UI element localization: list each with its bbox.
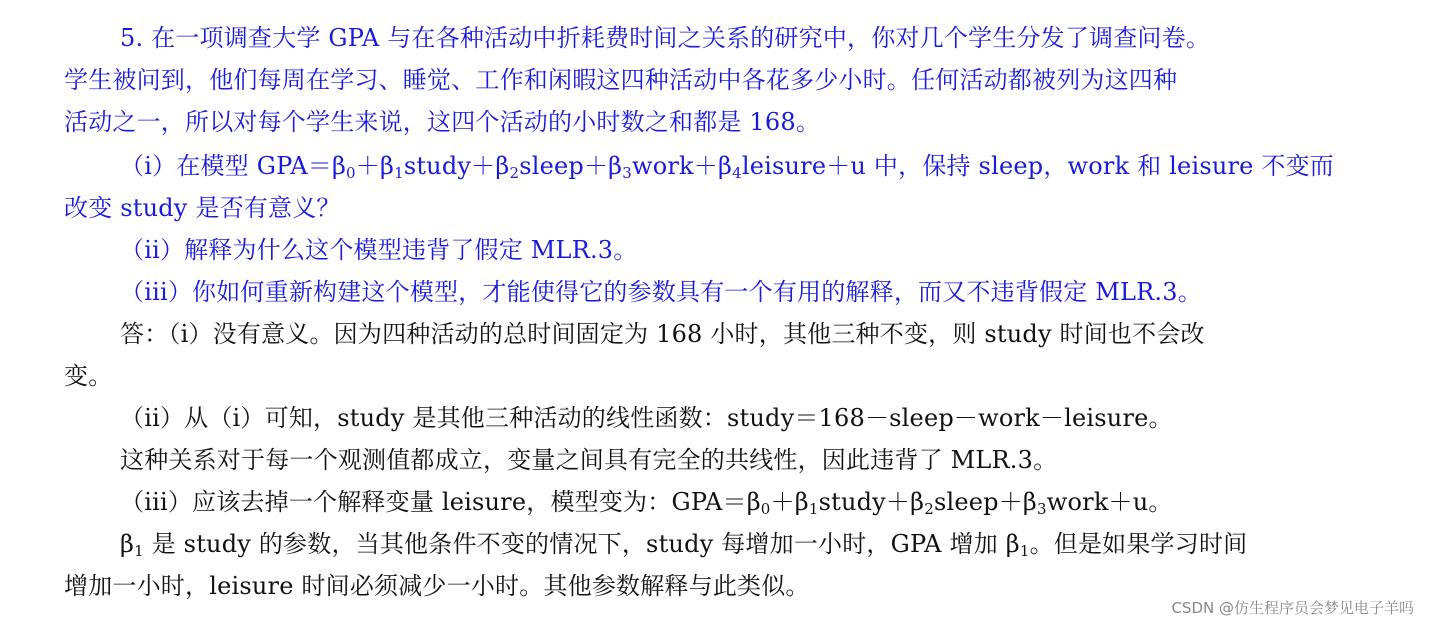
beta-subscript: 1: [1019, 542, 1030, 560]
question-part-2: （ii）解释为什么这个模型违背了假定 MLR.3。: [120, 236, 638, 264]
answer-part-1-line-1: 答：（i）没有意义。因为四种活动的总时间固定为 168 小时，其他三种不变，则 study 时间也不会改: [120, 320, 1205, 348]
answer3-text: work＋u。: [1046, 488, 1173, 516]
answer3-text: study＋β: [818, 488, 925, 516]
beta-subscript: 0: [760, 500, 771, 518]
answer3-text: sleep＋β: [933, 488, 1037, 516]
answer-part-2-line-1: （ii）从（i）可知，study 是其他三种活动的线性函数：study＝168－sleep－work－leisure。: [120, 404, 1173, 432]
answer-part-4-line-2: 增加一小时，leisure 时间必须减少一小时。其他参数解释与此类似。: [64, 572, 810, 600]
beta-subscript: 1: [134, 542, 144, 560]
part1-text: leisure＋u 中，保持 sleep，work 和 leisure 不变而: [741, 152, 1335, 180]
beta-subscript: 2: [509, 164, 520, 182]
answer4-text: 是 study 的参数，当其他条件不变的情况下，study 每增加一小时，GPA 增加 β: [143, 530, 1020, 558]
beta-subscript: 0: [346, 164, 356, 182]
part1-text: work＋β: [631, 152, 733, 180]
answer-part-1-line-2: 变。: [64, 362, 113, 390]
part1-text: ＋β: [355, 152, 395, 180]
beta-subscript: 2: [924, 500, 934, 518]
part1-text: sleep＋β: [519, 152, 623, 180]
answer4-text: 。但是如果学习时间: [1029, 530, 1248, 558]
part1-prefix: （i）在模型 GPA＝β: [120, 152, 347, 180]
question-part-1-continued: 改变 study 是否有意义？: [64, 194, 341, 222]
beta-subscript: 3: [622, 164, 632, 182]
answer-part-4-line-1: [120, 528, 1247, 560]
beta-symbol: β: [120, 530, 135, 558]
beta-subscript: 4: [732, 164, 742, 182]
answer-part-2-line-2: 这种关系对于每一个观测值都成立，变量之间具有完全的共线性，因此违背了 MLR.3。: [120, 446, 1058, 474]
question-line-2: 学生被问到，他们每周在学习、睡觉、工作和闲暇这四种活动中各花多少小时。任何活动都被列为这四种: [64, 66, 1178, 94]
question-part-3: （iii）你如何重新构建这个模型，才能使得它的参数具有一个有用的解释，而又不违背假定 MLR.3。: [120, 278, 1202, 306]
question-part-1: [120, 150, 1334, 182]
answer3-text: ＋β: [770, 488, 809, 516]
csdn-watermark: CSDN @仿生程序员会梦见电子羊吗: [1171, 599, 1414, 617]
answer3-prefix: （iii）应该去掉一个解释变量 leisure，模型变为：GPA＝β: [120, 488, 761, 516]
beta-subscript: 1: [808, 500, 819, 518]
answer-part-3: [120, 486, 1173, 518]
beta-subscript: 3: [1037, 500, 1047, 518]
beta-subscript: 1: [394, 164, 404, 182]
question-line-1: 5. 在一项调查大学 GPA 与在各种活动中折耗费时间之关系的研究中，你对几个学生分发了调查问卷。: [120, 24, 1211, 52]
question-line-3: 活动之一，所以对每个学生来说，这四个活动的小时数之和都是 168。: [64, 108, 821, 136]
part1-text: study＋β: [403, 152, 510, 180]
